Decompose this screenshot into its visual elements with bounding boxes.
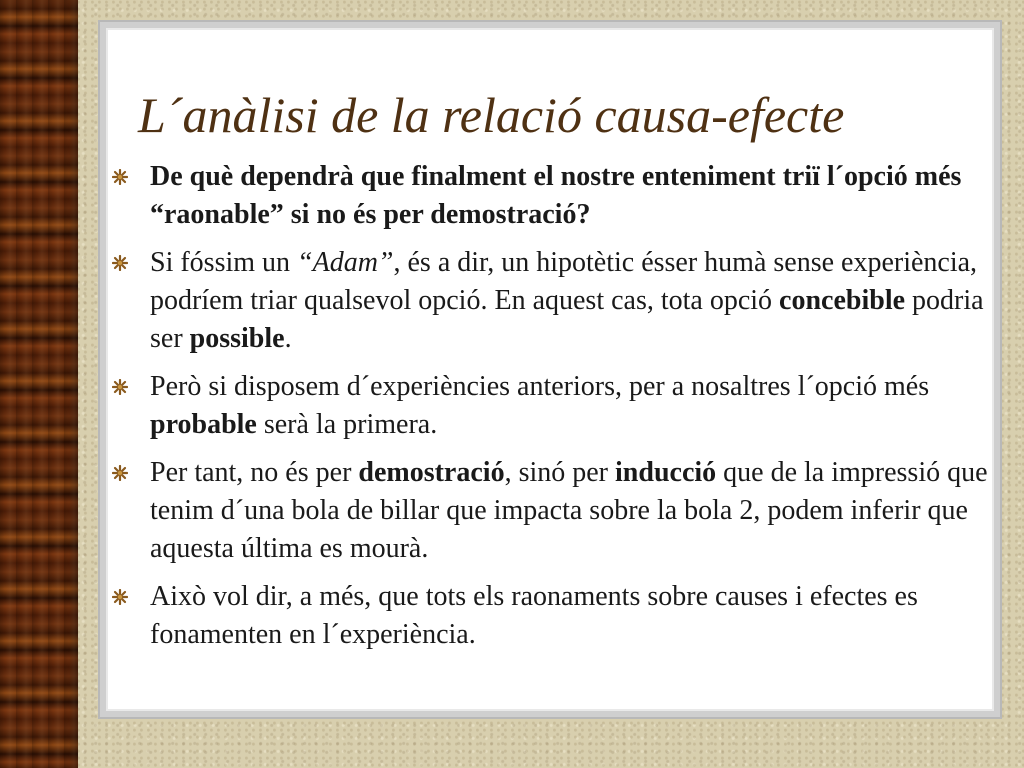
bullet-text: Per tant, no és per [150,457,359,488]
bullet-text: que de la impressió que tenim d´una bola de billar que impacta sobre la bola 2, podem inferir que aquesta última es mourà. [150,457,988,564]
slide-title: L´anàlisi de la relació causa-efecte [138,87,845,143]
asterisk-bullet-icon [112,465,128,481]
bullet-item [106,578,1000,654]
bullet-text-bold: possible [189,323,285,354]
bullet-item [106,244,1000,358]
bullet-text: De què dependrà que finalment el nostre enteniment triï l´opció més “raonable” si no és per demostració? [150,161,962,230]
bullet-item [106,368,1000,444]
slide-panel [100,22,1000,717]
bullet-item [106,454,1000,568]
bullet-text-bold: inducció [615,457,717,488]
asterisk-bullet-icon [112,379,128,395]
bullet-text-italic: “Adam” [297,247,394,278]
bullet-text-bold: probable [150,409,257,440]
bullet-text: Això vol dir, a més, que tots els raonaments sobre causes i efectes es fonamenten en l´experiència. [150,581,918,650]
bullet-text: Si fóssim un [150,247,298,278]
bullet-text-bold: demostració [358,457,505,488]
bullet-text: , és a dir, un hipotètic ésser humà sense experiència, podríem triar qualsevol opció. En aquest cas, tota opció [150,247,978,316]
asterisk-bullet-icon [112,169,128,185]
bullet-text: . [284,323,292,354]
bullet-text: serà la primera. [256,409,438,440]
bullet-list [106,158,996,664]
bullet-text: podria ser [150,285,984,354]
asterisk-bullet-icon [112,589,128,605]
wood-border-strip [0,0,78,768]
bullet-text-bold: concebible [779,285,906,316]
asterisk-bullet-icon [112,255,128,271]
bullet-item [106,158,1000,234]
bullet-text: , sinó per [504,457,616,488]
bullet-text: Però si disposem d´experiències anteriors, per a nosaltres l´opció més [150,371,930,402]
